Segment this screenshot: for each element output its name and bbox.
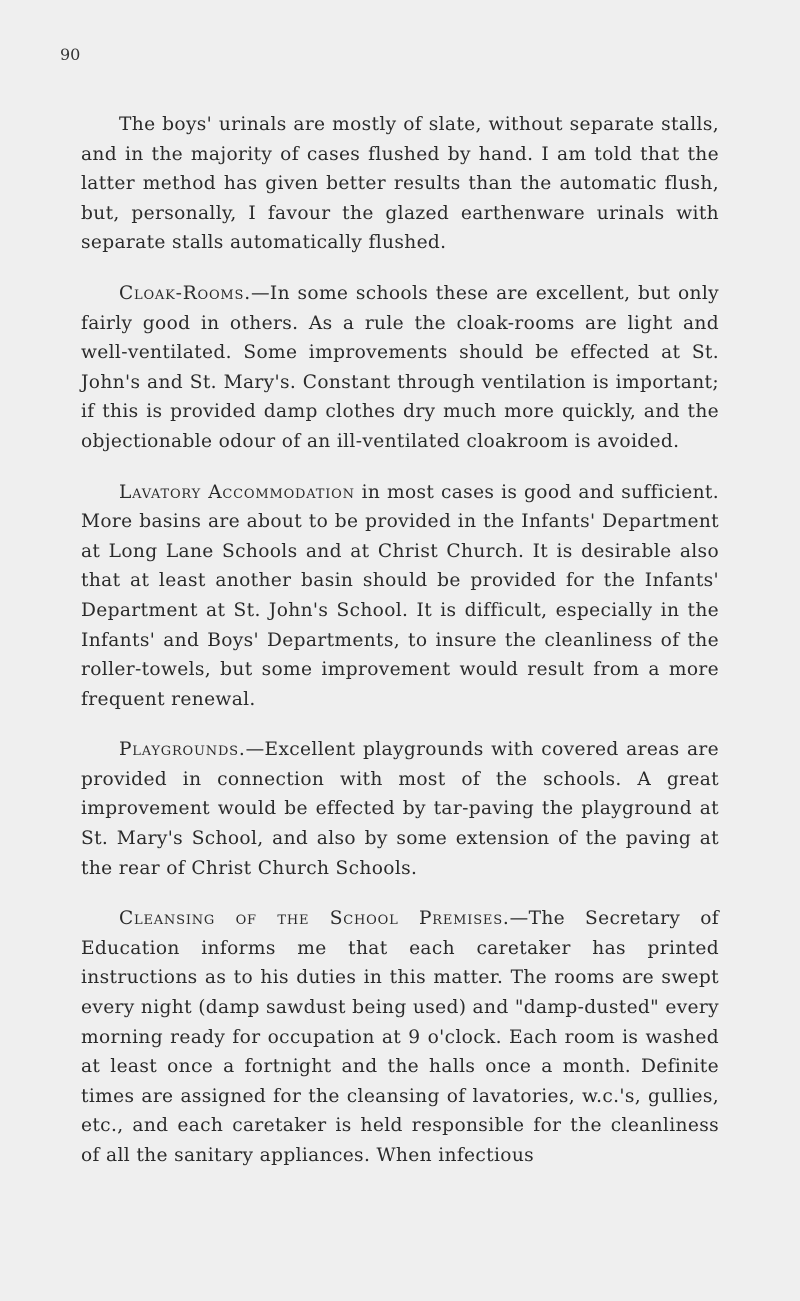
paragraph-text: in most cases is good and sufficient. More basins are about to be provided in the Infants' Department at Long Lane Schools and at Christ Church. It is desirable also that at least another basin should be provided for the Infants' Department at St. John's School. It is difficult, especially in the Infants' and Boys' Departments, to insure the cleanliness of the roller-towels, but some improvement would result from a more frequent renewal. bbox=[81, 481, 719, 710]
paragraph-text: —Excellent playgrounds with covered areas are provided in connection with most of the schools. A great improvement would be effected by tar-paving the playground at St. Mary's School, and also by some extension of the paving at the rear of Christ Church Schools. bbox=[81, 739, 719, 879]
paragraph-cleansing bbox=[81, 904, 719, 1170]
paragraph-urinals bbox=[81, 110, 719, 258]
section-heading-cleansing: Cleansing of the School Premises. bbox=[119, 908, 510, 930]
paragraph-playgrounds bbox=[81, 735, 719, 883]
body-text bbox=[81, 110, 719, 1192]
paragraph-text: The boys' urinals are mostly of slate, without separate stalls, and in the majority of cases flushed by hand. I am told that the latter method has given better results than the automatic flush, but, personally, I favour the glazed earthenware urinals with separate stalls automatically flushed. bbox=[81, 114, 719, 254]
section-heading-cloak-rooms: Cloak-Rooms. bbox=[119, 282, 251, 304]
section-heading-lavatory: Lavatory Accommodation bbox=[119, 481, 355, 503]
page-number: 90 bbox=[60, 45, 81, 64]
paragraph-text: —In some schools these are excellent, but only fairly good in others. As a rule the cloak-rooms are light and well-ventilated. Some improvements should be effected at St. John's and St. Mary's. Constant through ventilation is important; if this is provided damp clothes dry much more quickly, and the objectionable odour of an ill-ventilated cloakroom is avoided. bbox=[81, 282, 719, 452]
section-heading-playgrounds: Playgrounds. bbox=[119, 739, 246, 761]
paragraph-cloak-rooms bbox=[81, 279, 719, 457]
paragraph-lavatory bbox=[81, 478, 719, 715]
paragraph-text: —The Secretary of Education informs me that each caretaker has printed instructions as to his duties in this matter. The rooms are swept every night (damp sawdust being used) and "damp-dusted" every morning ready for occupation at 9 o'clock. Each room is washed at least once a fortnight and the halls once a month. Definite times are assigned for the cleansing of lavatories, w.c.'s, gullies, etc., and each caretaker is held responsible for the cleanliness of all the sanitary appliances. When infectious bbox=[81, 908, 720, 1166]
